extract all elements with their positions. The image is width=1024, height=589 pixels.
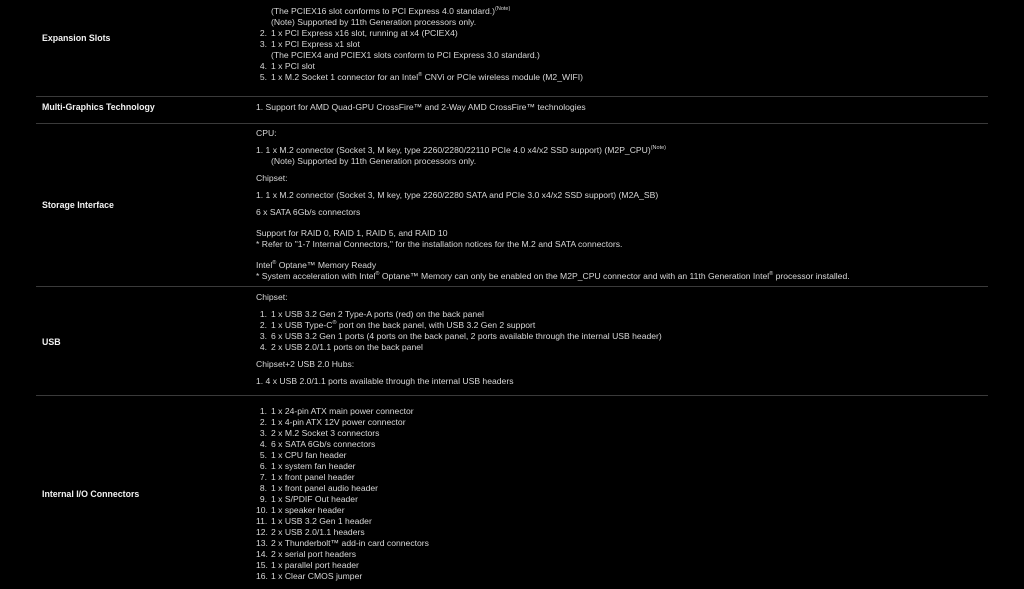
list-item: 13. 2 x Thunderbolt™ add-in card connectors <box>256 538 429 548</box>
row-label: Multi-Graphics Technology <box>42 102 155 112</box>
list-item: 4. 2 x USB 2.0/1.1 ports on the back panel <box>259 342 423 352</box>
spec-line: (The PCIEX16 slot conforms to PCI Express 4.0 standard.)$^{(Note)}$ <box>271 6 511 16</box>
list-item: 2. 1 x PCI Express x16 slot, running at x4 (PCIEX4) <box>259 28 458 38</box>
list-item: 6. 1 x system fan header <box>259 461 356 471</box>
list-item: 14. 2 x serial port headers <box>256 549 357 559</box>
list-item: 5. 1 x CPU fan header <box>259 450 347 460</box>
list-item: 1. 1 x USB 3.2 Gen 2 Type-A ports (red) on the back panel <box>259 309 484 319</box>
row-content <box>256 128 988 282</box>
list-item: 11. 1 x USB 3.2 Gen 1 header <box>256 516 372 526</box>
spec-row-storage-interface <box>36 124 988 287</box>
row-content <box>256 102 988 113</box>
list-item: 10. 1 x speaker header <box>256 505 345 515</box>
registered-mark: ® <box>272 260 277 266</box>
row-label: Internal I/O Connectors <box>42 489 140 499</box>
registered-mark: ® <box>375 271 380 277</box>
row-label: Storage Interface <box>42 200 114 210</box>
list-item: 15. 1 x parallel port header <box>256 560 359 570</box>
spec-row-internal-io <box>36 396 988 589</box>
list-item: 3. 2 x M.2 Socket 3 connectors <box>259 428 380 438</box>
spec-line: 1. 1 x M.2 connector (Socket 3, M key, type 2260/2280 SATA and PCIe 3.0 x4/x2 SSD support) (M2A_SB) <box>256 190 659 200</box>
list-item: 16. 1 x Clear CMOS jumper <box>256 571 363 581</box>
spec-line: Intel® Optane™ Memory Ready <box>256 260 377 270</box>
list-item: 2. 1 x 4-pin ATX 12V power connector <box>259 417 406 427</box>
list-item: 5. 1 x M.2 Socket 1 connector for an Intel® CNVi or PCIe wireless module (M2_WIFI) <box>259 72 583 82</box>
note-superscript: (Note) <box>495 6 511 12</box>
list-item: 3. 6 x USB 3.2 Gen 1 ports (4 ports on the back panel, 2 ports available through the internal USB header) <box>259 331 662 341</box>
spec-line: 6 x SATA 6Gb/s connectors <box>256 207 361 217</box>
spec-line: * System acceleration with Intel® Optane™ Memory can only be enabled on the M2P_CPU connector and with an 11th Generation Intel® processor installed. <box>256 271 850 281</box>
list-item: 2. 1 x USB Type-C® port on the back panel, with USB 3.2 Gen 2 support <box>259 320 536 330</box>
spec-line: 1. 1 x M.2 connector (Socket 3, M key, type 2260/2280/22110 PCIe 4.0 x4/x2 SSD support) (M2P_CPU)$^{(Note)}$ <box>256 145 666 155</box>
spec-line: (Note) Supported by 11th Generation processors only. <box>271 17 477 27</box>
spec-line: (Note) Supported by 11th Generation processors only. <box>271 156 477 166</box>
list-item: 8. 1 x front panel audio header <box>259 483 379 493</box>
spec-line: CPU: <box>256 128 277 138</box>
note-superscript: (Note) <box>650 145 666 151</box>
list-item: 7. 1 x front panel header <box>259 472 355 482</box>
row-content <box>256 6 988 83</box>
spec-line: Support for RAID 0, RAID 1, RAID 5, and RAID 10 <box>256 228 448 238</box>
spec-line: Chipset+2 USB 2.0 Hubs: <box>256 359 355 369</box>
registered-mark: ® <box>418 72 423 78</box>
list-item: 4. 1 x PCI slot <box>259 61 315 71</box>
spec-line: 1. 4 x USB 2.0/1.1 ports available through the internal USB headers <box>256 376 514 386</box>
list-item: 1. 1 x 24-pin ATX main power connector <box>259 406 414 416</box>
spec-line: 1. Support for AMD Quad-GPU CrossFire™ and 2-Way AMD CrossFire™ technologies <box>256 102 586 112</box>
registered-mark: ® <box>332 320 337 326</box>
row-content <box>256 406 988 582</box>
spec-row-multi-graphics <box>36 97 988 124</box>
spec-line: * Refer to "1-7 Internal Connectors," for the installation notices for the M.2 and SATA connectors. <box>256 239 623 249</box>
row-label: Expansion Slots <box>42 33 111 43</box>
list-item: 3. 1 x PCI Express x1 slot <box>259 39 360 49</box>
list-item: 12. 2 x USB 2.0/1.1 headers <box>256 527 365 537</box>
spec-row-usb <box>36 287 988 396</box>
registered-mark: ® <box>769 271 774 277</box>
list-item: 4. 6 x SATA 6Gb/s connectors <box>259 439 376 449</box>
spec-row-expansion-slots <box>36 0 988 97</box>
spec-line: Chipset: <box>256 292 288 302</box>
spec-line: Chipset: <box>256 173 288 183</box>
row-content <box>256 292 988 387</box>
row-label: USB <box>42 337 61 347</box>
spec-line: (The PCIEX4 and PCIEX1 slots conform to PCI Express 3.0 standard.) <box>271 50 540 60</box>
list-item: 9. 1 x S/PDIF Out header <box>259 494 358 504</box>
